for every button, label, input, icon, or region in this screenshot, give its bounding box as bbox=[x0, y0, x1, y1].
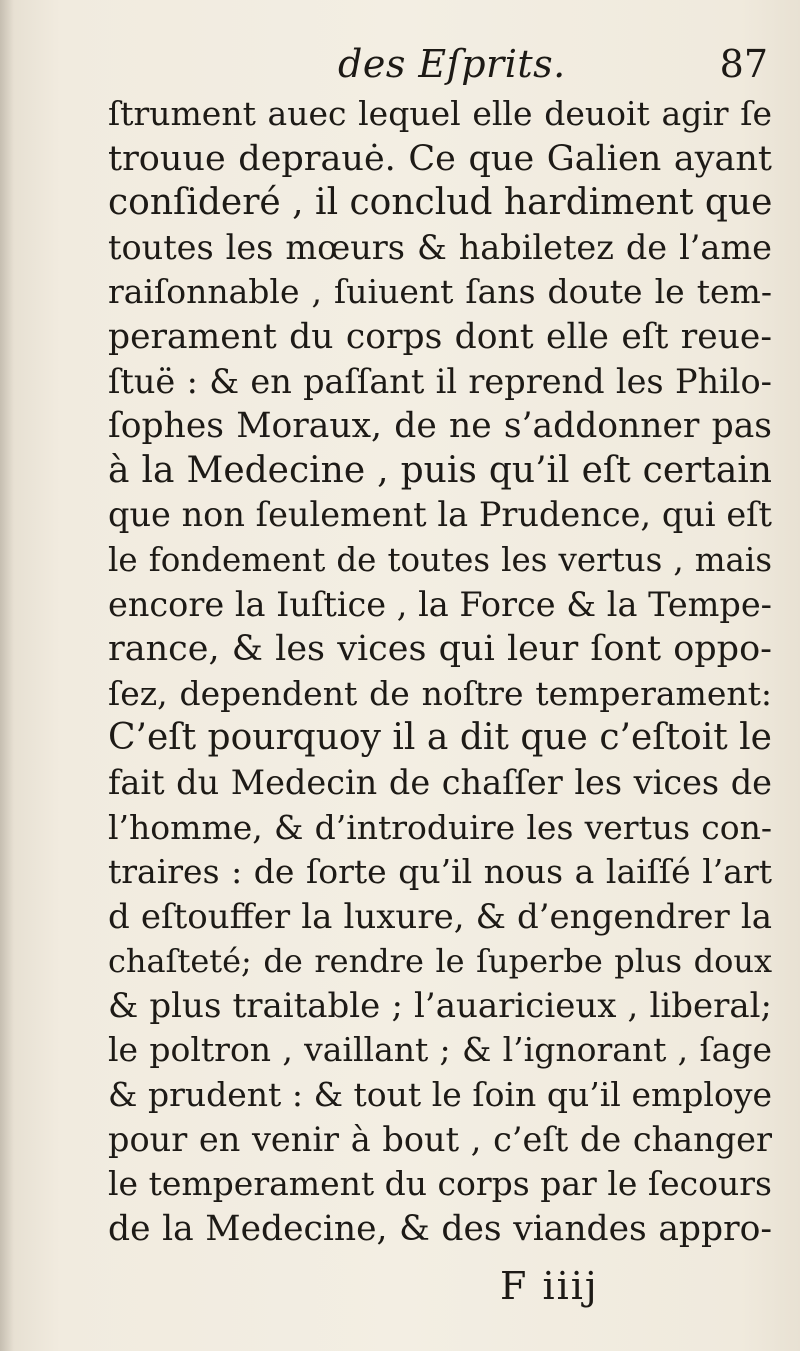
text-line: chaſteté; de rendre le ſuperbe plus doux bbox=[108, 942, 772, 981]
text-line: perament du corps dont elle eſt reue- bbox=[108, 316, 772, 357]
text-line: rance, & les vices qui leur ſont oppo- bbox=[108, 629, 772, 670]
text-line: encore la Iuſtice , la Force & la Tempe- bbox=[108, 584, 772, 624]
text-line: & plus traitable ; l’auaricieux , liberal; bbox=[108, 985, 772, 1026]
page-number: 87 bbox=[719, 42, 768, 86]
text-line: le poltron , vaillant ; & l’ignorant , ſage bbox=[108, 1030, 772, 1070]
page-header bbox=[108, 38, 768, 90]
text-line: que non ſeulement la Prudence, qui eſt bbox=[108, 495, 772, 535]
text-line: ſez, dependent de noſtre temperament: bbox=[108, 673, 772, 713]
text-line: conſideré , il conclud hardiment que bbox=[108, 182, 772, 224]
text-line: trouue deprauė. Ce que Galien ayant bbox=[108, 138, 772, 179]
text-line: & prudent : & tout le ſoin qu’il employe bbox=[108, 1075, 772, 1115]
text-line: de la Medecine, & des viandes appro- bbox=[108, 1208, 772, 1249]
text-line: ſophes Moraux, de ne s’addonner pas bbox=[108, 406, 772, 447]
gutter-shadow bbox=[0, 0, 14, 1351]
text-line: fait du Medecin de chaſſer les vices de bbox=[108, 762, 772, 802]
text-line: pour en venir à bout , c’eſt de changer bbox=[108, 1119, 772, 1159]
text-line: ſtuë : & en paſſant il reprend les Philo- bbox=[108, 361, 772, 401]
text-line: traires : de ſorte qu’il nous a laiſſé l’art bbox=[108, 852, 772, 892]
text-line: le temperament du corps par le ſecours bbox=[108, 1164, 772, 1204]
text-line: à la Medecine , puis qu’il eſt certain bbox=[108, 449, 772, 491]
text-line: toutes les mœurs & habiletez de l’ame bbox=[108, 227, 772, 267]
body-text bbox=[108, 92, 772, 1251]
running-head: des Eſprits. bbox=[338, 42, 566, 86]
signature-mark: F iiij bbox=[500, 1264, 599, 1308]
text-line: le fondement de toutes les vertus , mais bbox=[108, 540, 772, 579]
text-line: l’homme, & d’introduire les vertus con- bbox=[108, 807, 772, 847]
text-line: d eſtouffer la luxure, & d’engendrer la bbox=[108, 896, 772, 937]
text-line: ſtrument auec lequel elle deuoit agir ſe bbox=[108, 94, 772, 133]
text-line: C’eſt pourquoy il a dit que c’eſtoit le bbox=[108, 717, 772, 759]
text-line: raiſonnable , ſuiuent ſans doute le tem- bbox=[108, 272, 772, 312]
